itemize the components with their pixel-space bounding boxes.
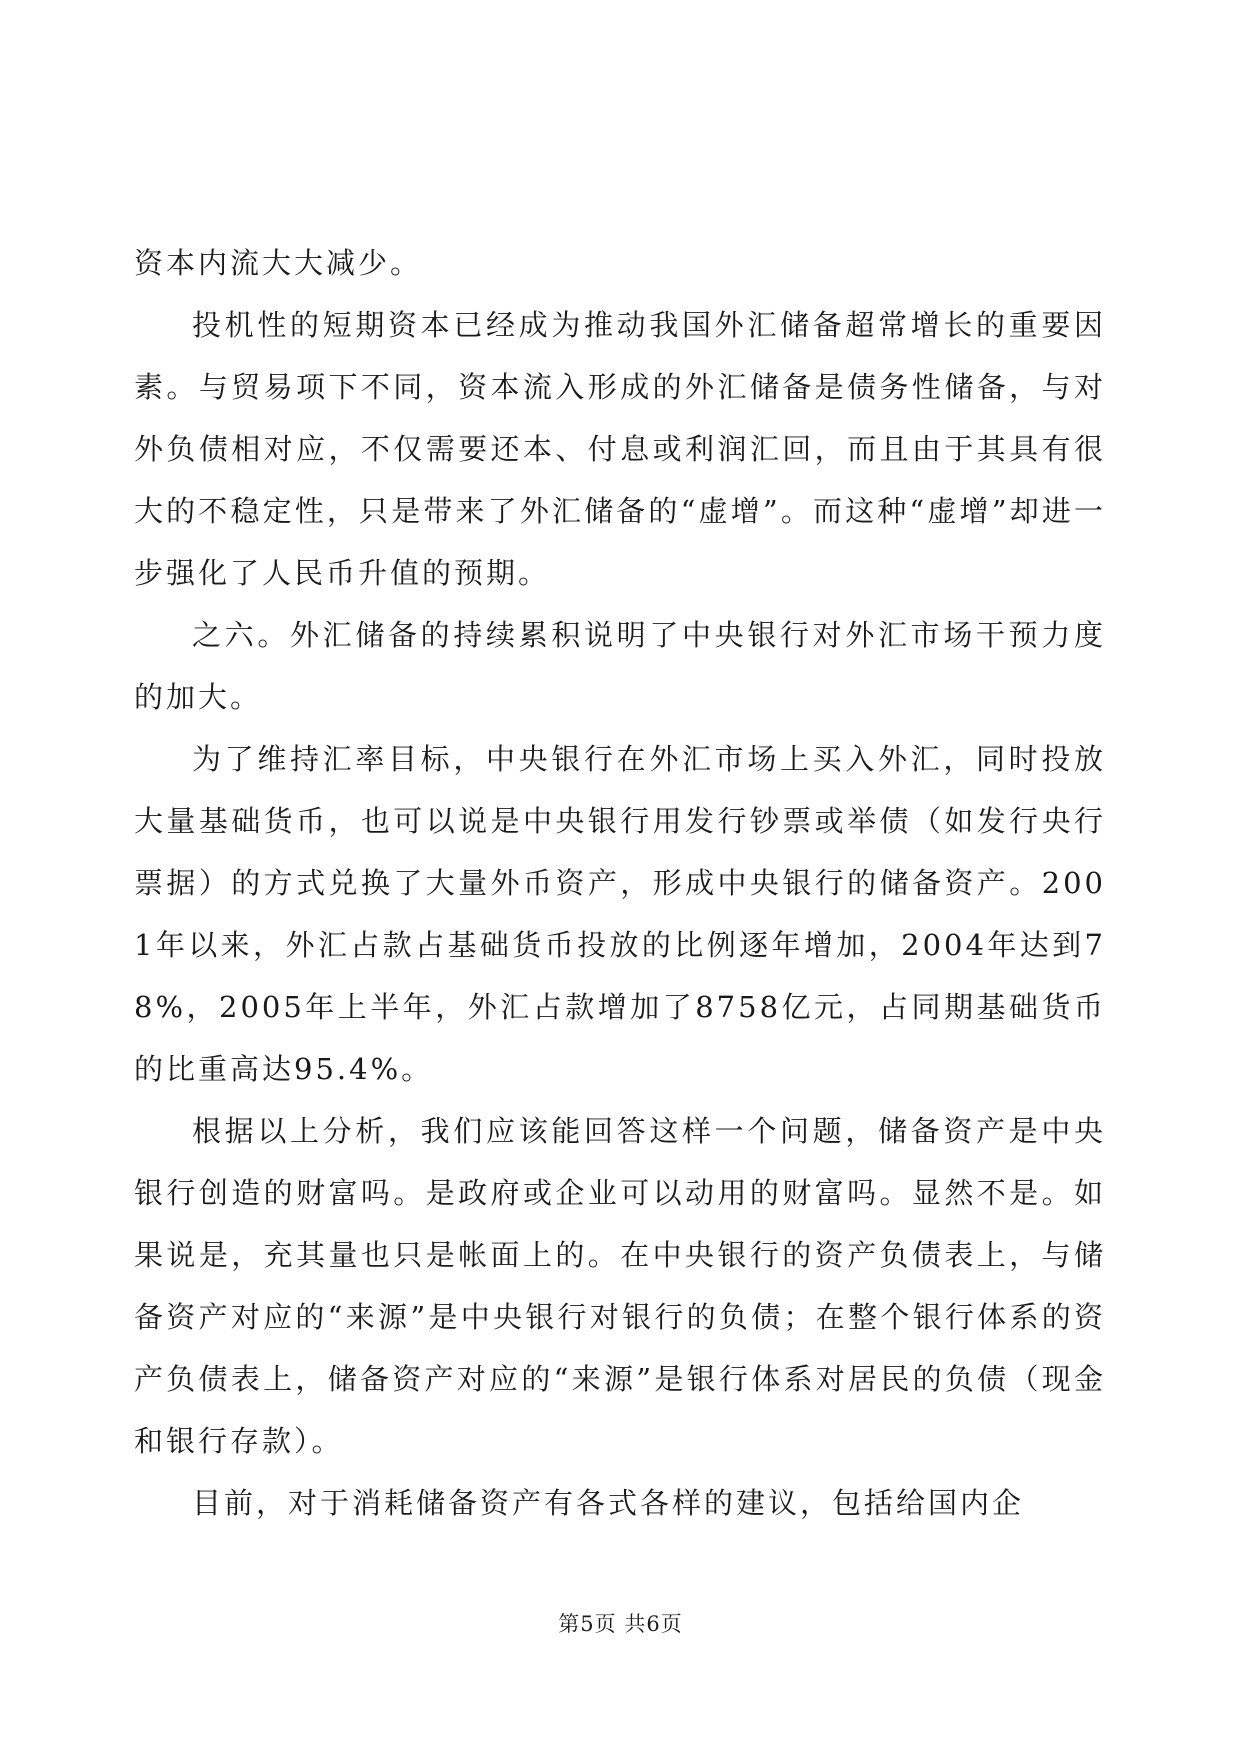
paragraph: 投机性的短期资本已经成为推动我国外汇储备超常增长的重要因素。与贸易项下不同，资本流入形成的外汇储备是债务性储备，与对外负债相对应，不仅需要还本、付息或利润汇回，而且由于其具有很大的不稳定性，只是带来了外汇储备的“虚增”。而这种“虚增”却进一步强化了人民币升值的预期。 <box>134 308 1106 590</box>
document-body <box>134 232 1106 1534</box>
paragraph: 目前，对于消耗储备资产有各式各样的建议，包括给国内企 <box>192 1486 1025 1520</box>
page-number: 第5页 共6页 <box>558 1612 683 1636</box>
paragraph: 资本内流大大减少。 <box>134 246 423 280</box>
paragraph: 为了维持汇率目标，中央银行在外汇市场上买入外汇，同时投放大量基础货币，也可以说是中央银行用发行钞票或举债（如发行央行票据）的方式兑换了大量外币资产，形成中央银行的储备资产。2001年以来，外汇占款占基础货币投放的比例逐年增加，2004年达到78%，2005年上半年，外汇占款增加了8758亿元，占同期基础货币的比重高达95.4%。 <box>134 742 1106 1086</box>
page-footer <box>0 1608 1241 1638</box>
paragraph: 根据以上分析，我们应该能回答这样一个问题，储备资产是中央银行创造的财富吗。是政府或企业可以动用的财富吗。显然不是。如果说是，充其量也只是帐面上的。在中央银行的资产负债表上，与储备资产对应的“来源”是中央银行对银行的负债；在整个银行体系的资产负债表上，储备资产对应的“来源”是银行体系对居民的负债（现金和银行存款）。 <box>134 1114 1106 1458</box>
paragraph: 之六。外汇储备的持续累积说明了中央银行对外汇市场干预力度的加大。 <box>134 618 1106 714</box>
